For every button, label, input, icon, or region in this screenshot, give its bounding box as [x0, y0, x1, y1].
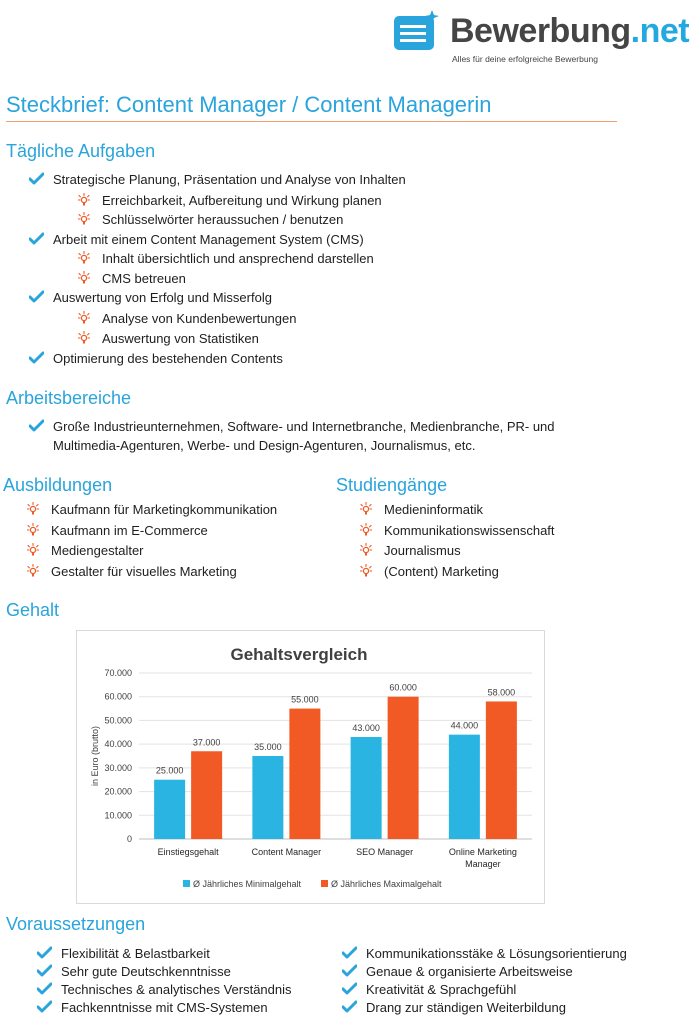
areas-heading: Arbeitsbereiche — [6, 388, 132, 408]
task-item-label: Optimierung des bestehenden Contents — [53, 351, 283, 366]
check-icon — [29, 290, 44, 303]
task-item-label: Auswertung von Erfolg und Misserfolg — [53, 290, 272, 305]
requirement-item — [61, 981, 292, 998]
x-category-label: SEO Manager — [356, 847, 414, 857]
task-sub-item-label: CMS betreuen — [102, 271, 186, 286]
bar — [351, 737, 382, 839]
task-sub-item — [102, 192, 382, 209]
check-icon — [29, 172, 44, 185]
bar-value-label: 25.000 — [155, 765, 184, 776]
check-icon — [342, 946, 357, 959]
task-sub-item — [102, 330, 259, 347]
brand-tagline: Alles für deine erfolgreiche Bewerbung — [452, 54, 599, 64]
studies-heading: Studiengänge — [336, 475, 448, 495]
check-icon — [37, 946, 52, 959]
salary-heading: Gehalt — [6, 600, 60, 620]
bar-value-label: 35.000 — [254, 742, 282, 752]
study-item — [384, 542, 461, 559]
task-sub-item-label: Auswertung von Statistiken — [102, 331, 259, 346]
bar — [191, 751, 222, 839]
training-item — [51, 501, 277, 518]
requirement-item — [366, 999, 566, 1016]
title-divider — [6, 121, 617, 122]
check-icon — [37, 1000, 52, 1013]
task-item-label: Arbeit mit einem Content Management System (CMS) — [53, 232, 364, 247]
training-item-label: Mediengestalter — [51, 543, 144, 558]
bar — [289, 709, 320, 839]
requirement-item-label: Genaue & organisierte Arbeitsweise — [366, 964, 573, 979]
y-tick-label: 50.000 — [104, 715, 132, 726]
y-tick-label: 10.000 — [104, 810, 132, 821]
lightbulb-icon — [27, 502, 39, 515]
y-axis-label: in Euro (brutto) — [90, 725, 100, 787]
y-tick-label: 70.000 — [104, 668, 132, 678]
check-icon — [37, 964, 52, 977]
requirement-item — [61, 999, 268, 1016]
task-item — [53, 289, 272, 306]
brand-logo — [394, 4, 694, 64]
check-icon — [37, 982, 52, 995]
check-icon — [29, 351, 44, 364]
bar — [449, 735, 480, 839]
lightbulb-icon — [78, 271, 90, 284]
y-tick-label: 30.000 — [104, 762, 132, 773]
requirement-item-label: Flexibilität & Belastbarkeit — [61, 946, 210, 961]
bar — [252, 756, 283, 839]
requirement-item-label: Sehr gute Deutschkenntnisse — [61, 964, 231, 979]
check-icon — [342, 982, 357, 995]
task-sub-item — [102, 211, 343, 228]
requirement-item — [61, 945, 210, 962]
chart-title: Gehaltsvergleich — [230, 645, 368, 664]
lightbulb-icon — [360, 523, 372, 536]
task-sub-item-label: Schlüsselwörter heraussuchen / benutzen — [102, 212, 344, 227]
lightbulb-icon — [78, 193, 90, 206]
task-sub-item-label: Erreichbarkeit, Aufbereitung und Wirkung planen — [102, 193, 382, 208]
lightbulb-icon — [78, 331, 90, 344]
lightbulb-icon — [78, 251, 90, 264]
study-item-label: Journalismus — [384, 543, 461, 558]
training-item — [51, 522, 208, 539]
task-item — [53, 171, 406, 188]
salary-chart-frame — [76, 630, 545, 904]
legend-label: Ø Jährliches Maximalgehalt — [331, 879, 442, 889]
requirement-item-label: Technisches & analytisches Verständnis — [61, 982, 292, 997]
legend-swatch — [183, 880, 190, 887]
task-sub-item — [102, 270, 186, 287]
lightbulb-icon — [360, 564, 372, 577]
task-item-label: Strategische Planung, Präsentation und Analyse von Inhalten — [53, 172, 406, 187]
training-item-label: Kaufmann im E-Commerce — [51, 523, 208, 538]
study-item — [384, 563, 499, 580]
study-item-label: (Content) Marketing — [384, 564, 499, 579]
lightbulb-icon — [360, 543, 372, 556]
check-icon — [342, 1000, 357, 1013]
lightbulb-icon — [27, 543, 39, 556]
requirement-item-label: Kreativität & Sprachgefühl — [366, 982, 517, 997]
study-item-label: Medieninformatik — [384, 502, 483, 517]
task-item — [53, 231, 364, 248]
training-item-label: Gestalter für visuelles Marketing — [51, 564, 237, 579]
bar-value-label: 37.000 — [192, 737, 221, 748]
y-tick-label: 40.000 — [104, 739, 132, 750]
check-icon — [29, 419, 44, 432]
requirement-item-label: Drang zur ständigen Weiterbildung — [366, 1000, 566, 1015]
requirement-item — [366, 945, 627, 962]
training-item — [51, 542, 144, 559]
study-item — [384, 501, 483, 518]
study-item — [384, 522, 555, 539]
lightbulb-icon — [27, 523, 39, 536]
bar — [388, 697, 419, 839]
y-tick-label: 0 — [126, 834, 132, 844]
areas-line-2: Multimedia-Agenturen, Werbe- und Design-Agenturen, Journalismus, etc. — [53, 438, 476, 453]
bar-value-label: 44.000 — [450, 720, 479, 731]
bar — [486, 701, 517, 839]
training-item — [51, 563, 237, 580]
requirement-item — [366, 963, 573, 980]
task-sub-item-label: Inhalt übersichtlich und ansprechend darstellen — [102, 251, 374, 266]
requirements-heading: Voraussetzungen — [6, 914, 146, 934]
legend-label: Ø Jährliches Minimalgehalt — [193, 879, 302, 889]
bar-value-label: 55.000 — [291, 694, 319, 705]
task-sub-item — [102, 310, 296, 327]
areas-text — [53, 418, 555, 454]
brand-name: Bewerbung.net — [450, 12, 690, 50]
check-icon — [342, 964, 357, 977]
areas-line-1: Große Industrieunternehmen, Software- und Internetbranche, Medienbranche, PR- und — [53, 419, 555, 434]
requirement-item-label: Fachkenntnisse mit CMS-Systemen — [61, 1000, 268, 1015]
study-item-label: Kommunikationswissenschaft — [384, 523, 555, 538]
requirement-item — [61, 963, 231, 980]
requirement-item-label: Kommunikationsstäke & Lösungsorientierung — [366, 946, 627, 961]
x-category-label: Manager — [465, 859, 501, 869]
requirement-item — [366, 981, 516, 998]
tasks-heading: Tägliche Aufgaben — [6, 141, 156, 161]
bar-value-label: 43.000 — [352, 723, 380, 734]
lightbulb-icon — [78, 212, 90, 225]
y-tick-label: 60.000 — [104, 691, 132, 702]
bar-value-label: 60.000 — [389, 682, 417, 693]
task-sub-item — [102, 250, 374, 267]
bar-value-label: 58.000 — [487, 687, 516, 698]
x-category-label: Online Marketing — [448, 847, 517, 857]
legend-swatch — [321, 880, 328, 887]
bar — [154, 780, 185, 839]
training-heading: Ausbildungen — [3, 475, 113, 495]
document-logo-icon — [394, 10, 440, 50]
training-item-label: Kaufmann für Marketingkommunikation — [51, 502, 278, 517]
salary-chart — [77, 631, 544, 903]
task-item — [53, 350, 283, 367]
x-category-label: Content Manager — [251, 847, 322, 857]
y-tick-label: 20.000 — [104, 786, 132, 797]
page-title: Steckbrief: Content Manager / Content Managerin — [6, 92, 492, 117]
check-icon — [29, 232, 44, 245]
task-sub-item-label: Analyse von Kundenbewertungen — [102, 311, 297, 326]
x-category-label: Einstiegsgehalt — [157, 847, 219, 857]
lightbulb-icon — [78, 311, 90, 324]
lightbulb-icon — [360, 502, 372, 515]
lightbulb-icon — [27, 564, 39, 577]
